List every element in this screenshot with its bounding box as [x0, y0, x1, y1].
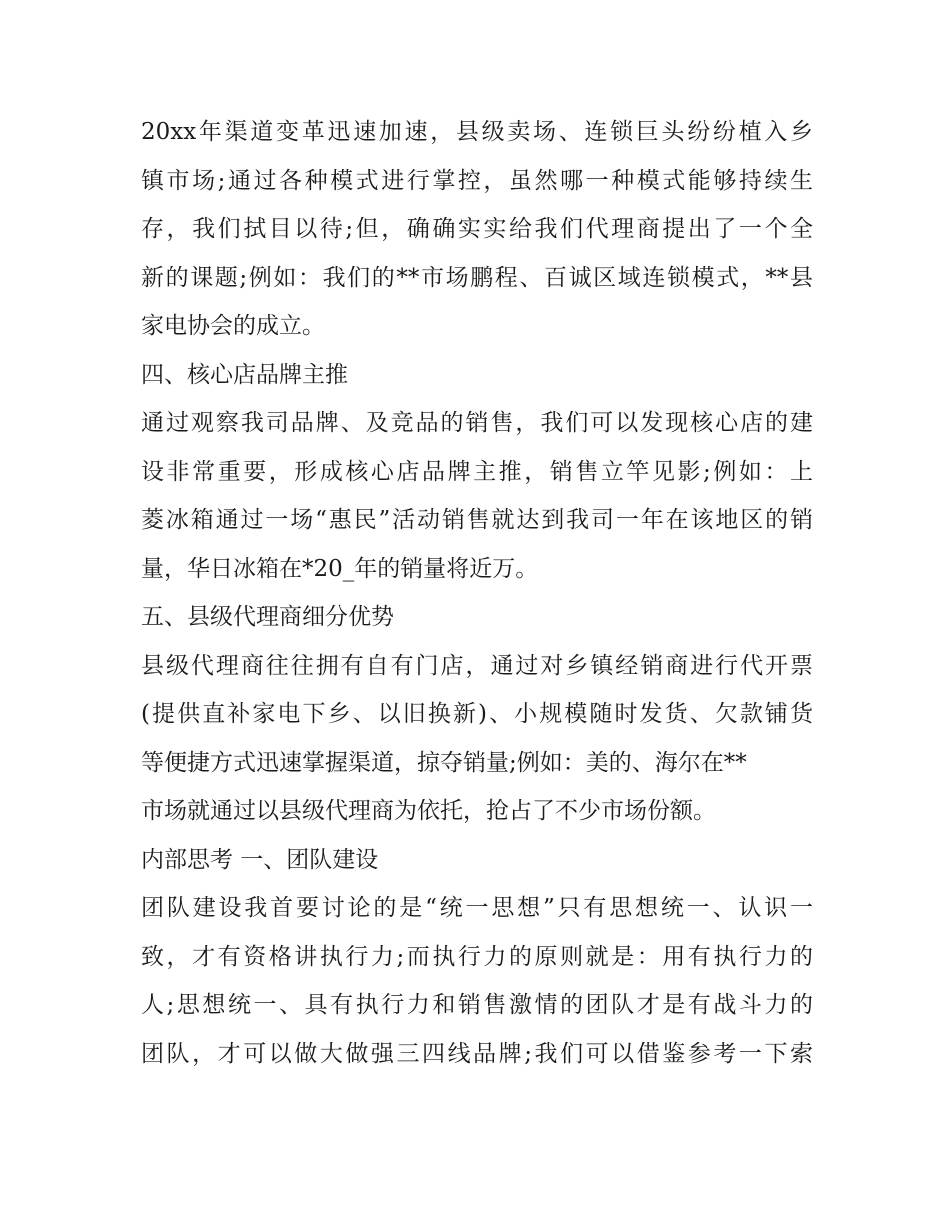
paragraph-line: 人;思想统一、具有执行力和销售激情的团队才是有战斗力的	[141, 992, 813, 1018]
paragraph-line: 县级代理商往往拥有自有门店，通过对乡镇经销商进行代开票	[141, 652, 813, 679]
paragraph-line: 菱冰箱通过一场“惠民”活动销售就达到我司一年在该地区的销	[141, 507, 813, 533]
section-heading: 内部思考 一、团队建设	[141, 846, 379, 873]
paragraph-line: (提供直补家电下乡、以旧换新)、小规模随时发货、欠款铺货	[141, 701, 813, 727]
paragraph-line: 家电协会的成立。	[141, 313, 325, 339]
section-heading: 五、县级代理商细分优势	[141, 604, 394, 630]
paragraph-line: 镇市场;通过各种模式进行掌控，虽然哪一种模式能够持续生	[141, 167, 813, 194]
paragraph-line: 团队建设我首要讨论的是“统一思想”只有思想统一、认识一	[141, 895, 813, 921]
paragraph-line: 存，我们拭目以待;但，确确实实给我们代理商提出了一个全	[141, 216, 813, 242]
section-heading: 四、核心店品牌主推	[141, 361, 348, 388]
paragraph-line: 通过观察我司品牌、及竞品的销售，我们可以发现核心店的建	[141, 410, 813, 436]
paragraph-line: 新的课题;例如：我们的**市场鹏程、百诚区域连锁模式，**县	[141, 264, 813, 291]
paragraph-line: 设非常重要，形成核心店品牌主推，销售立竿见影;例如：上	[141, 458, 813, 485]
paragraph-line: 等便捷方式迅速掌握渠道，掠夺销量;例如：美的、海尔在**	[141, 749, 747, 776]
paragraph-line: 团队，才可以做大做强三四线品牌;我们可以借鉴参考一下索	[141, 1040, 813, 1067]
paragraph-line: 20xx年渠道变革迅速加速，县级卖场、连锁巨头纷纷植入乡	[141, 119, 813, 145]
paragraph-line: 致，才有资格讲执行力;而执行力的原则就是：用有执行力的	[141, 943, 813, 970]
paragraph-line: 市场就通过以县级代理商为依托，抢占了不少市场份额。	[141, 798, 716, 824]
paragraph-line: 量，华日冰箱在*20_年的销量将近万。	[141, 555, 539, 582]
document-page	[141, 108, 813, 1078]
